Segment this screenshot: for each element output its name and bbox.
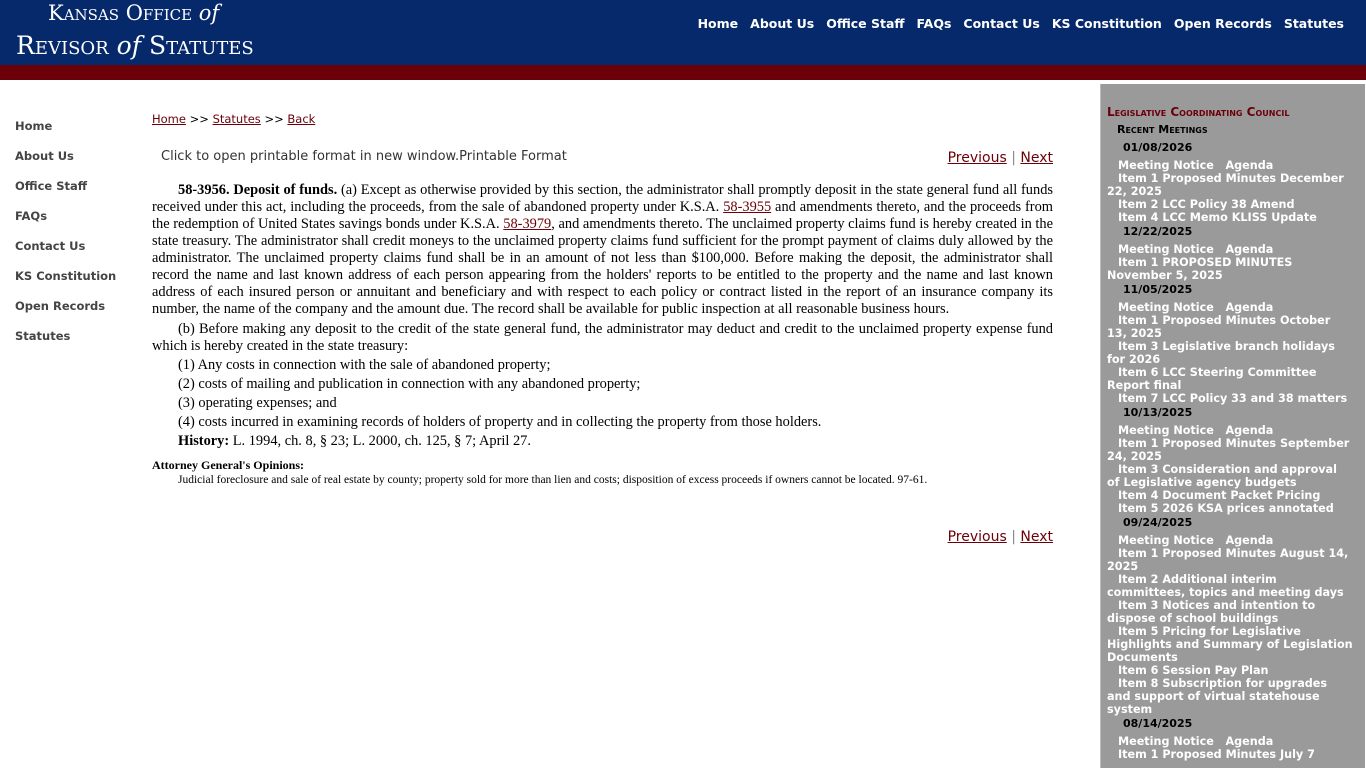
- spacer: [1214, 424, 1226, 437]
- meeting-item-link[interactable]: Item 3 Legislative branch holidays for 2026: [1107, 340, 1335, 366]
- meeting-block: [1107, 516, 1353, 716]
- statute-text: , and amendments thereto. The unclaimed property claims fund is hereby created in the state treasury. The administrator shall credit moneys to the unclaimed property claims fund sufficient for the prompt payment of claims duly allowed by the administrator. The unclaimed property claims fund shall be in an amount of not less than $100,000. Before making the deposit, the administrator shall record the name and last known address of each person appearing from the holders' reports to be entitled to the property and the name and last known address of each insured person or annuitant and beneficiary and with respect to each policy or contract listed in the report of an insurance company its number, the name of the company and the amount due. The record shall be available for public inspection at all reasonable business hours.: [152, 216, 1053, 317]
- left-navigation: [15, 118, 116, 358]
- statute-item: (1) Any costs in connection with the sale of abandoned property;: [178, 357, 551, 373]
- topnav-constitution-link[interactable]: KS Constitution: [1051, 16, 1162, 31]
- meeting-item-link[interactable]: Item 1 Proposed Minutes September 24, 2025: [1107, 437, 1350, 463]
- ag-opinions-text: Judicial foreclosure and sale of real estate by county; property sold for more than lien and costs; disposition of excess proceeds if owners cannot be located. 97-61.: [178, 474, 928, 486]
- meetings-list: [1107, 141, 1353, 762]
- statute-text: (a) Except as otherwise provided by this section, the administrator shall promptly deposit in the state general fund all funds received under this act, including the proceeds, from the sale of abandoned property under K.S.A.: [152, 182, 1053, 215]
- breadcrumb-separator: >>: [189, 112, 209, 126]
- next-link[interactable]: Next: [1020, 150, 1053, 166]
- meeting-block: [1107, 717, 1353, 761]
- meeting-date: 01/08/2026: [1123, 141, 1193, 154]
- recent-meetings-heading: Recent Meetings: [1117, 123, 1208, 136]
- statute-item: (2) costs of mailing and publication in connection with any abandoned property;: [178, 376, 641, 392]
- meeting-item-link[interactable]: Item 3 Consideration and approval of Legislative agency budgets: [1107, 463, 1337, 489]
- statute-paragraph-a: [152, 182, 1053, 318]
- meeting-block: [1107, 406, 1353, 515]
- leftnav-contact-link[interactable]: Contact Us: [15, 239, 86, 253]
- site-logo-line2[interactable]: [16, 31, 254, 60]
- meeting-notice-link[interactable]: Meeting Notice: [1118, 301, 1214, 314]
- meeting-item-link[interactable]: Item 2 Additional interim committees, topics and meeting days: [1107, 573, 1344, 599]
- topnav-staff-link[interactable]: Office Staff: [826, 16, 905, 31]
- statute-item: (3) operating expenses; and: [178, 395, 337, 411]
- spacer: [1214, 159, 1226, 172]
- breadcrumb-home-link[interactable]: Home: [152, 112, 186, 126]
- meeting-item-link[interactable]: Item 8 Subscription for upgrades and support of virtual statehouse system: [1107, 677, 1328, 716]
- topnav-statutes-link[interactable]: Statutes: [1283, 16, 1344, 31]
- lcc-sidebar: [1100, 84, 1365, 768]
- meeting-notice-row: [1107, 301, 1353, 314]
- printable-format-link[interactable]: [161, 149, 567, 164]
- meeting-agenda-link[interactable]: Agenda: [1225, 534, 1274, 547]
- topnav-about-link[interactable]: About Us: [750, 16, 815, 31]
- statute-paragraph-b: (b) Before making any deposit to the credit of the state general fund, the administrator may deduct and credit to the unclaimed property expense fund which is hereby created in the state treasury:: [152, 321, 1053, 354]
- meeting-item-link[interactable]: Item 4 Document Packet Pricing: [1118, 489, 1321, 502]
- statute-item: (4) costs incurred in examining records of holders of property and in collecting the property from those holders.: [178, 414, 822, 430]
- meeting-block: [1107, 225, 1353, 282]
- topnav-faqs-link[interactable]: FAQs: [916, 16, 952, 31]
- meeting-agenda-link[interactable]: Agenda: [1225, 243, 1274, 256]
- pager-top: [948, 150, 1053, 166]
- header-accent-band: [0, 65, 1366, 80]
- logo-text: Kansas Office: [48, 1, 199, 25]
- pager-separator: |: [1011, 529, 1016, 545]
- site-header: [0, 0, 1366, 65]
- meeting-item-link[interactable]: Item 6 LCC Steering Committee Report final: [1107, 366, 1317, 392]
- meeting-agenda-link[interactable]: Agenda: [1225, 301, 1274, 314]
- meeting-item-link[interactable]: Item 5 Pricing for Legislative Highlights and Summary of Legislation Documents: [1107, 625, 1353, 664]
- leftnav-faqs-link[interactable]: FAQs: [15, 209, 48, 223]
- top-navigation: [698, 16, 1344, 31]
- meeting-item-link[interactable]: Item 4 LCC Memo KLISS Update: [1118, 211, 1317, 224]
- leftnav-staff-link[interactable]: Office Staff: [15, 179, 88, 193]
- statute-text: and amendments thereto, and the proceeds from the redemption of United States savings bonds under K.S.A.: [152, 199, 1053, 232]
- logo-text: Revisor: [16, 31, 117, 60]
- pager-separator: |: [1011, 150, 1016, 166]
- meeting-notice-row: [1107, 243, 1353, 256]
- statute-link-58-3955[interactable]: 58-3955: [723, 199, 772, 215]
- history-label: History:: [178, 433, 230, 449]
- spacer: [1214, 301, 1226, 314]
- meeting-date: 12/22/2025: [1123, 225, 1193, 238]
- meeting-notice-row: [1107, 534, 1353, 547]
- meeting-date: 08/14/2025: [1123, 717, 1193, 730]
- meeting-notice-link[interactable]: Meeting Notice: [1118, 243, 1214, 256]
- leftnav-records-link[interactable]: Open Records: [15, 299, 106, 313]
- topnav-contact-link[interactable]: Contact Us: [963, 16, 1040, 31]
- meeting-notice-row: [1107, 424, 1353, 437]
- meeting-block: [1107, 141, 1353, 224]
- breadcrumb-back-link[interactable]: Back: [287, 112, 316, 126]
- previous-link[interactable]: Previous: [947, 150, 1007, 166]
- logo-text: Statutes: [148, 31, 254, 60]
- meeting-date: 09/24/2025: [1123, 516, 1193, 529]
- topnav-records-link[interactable]: Open Records: [1173, 16, 1272, 31]
- statute-body: [152, 182, 1053, 488]
- leftnav-home-link[interactable]: Home: [15, 119, 53, 133]
- spacer: [1214, 735, 1226, 748]
- meeting-item-link[interactable]: Item 1 Proposed Minutes July 7: [1118, 748, 1315, 761]
- leftnav-constitution-link[interactable]: KS Constitution: [15, 269, 117, 283]
- sidebar-title: Legislative Coordinating Council: [1107, 105, 1290, 119]
- breadcrumb-statutes-link[interactable]: Statutes: [212, 112, 261, 126]
- meeting-date: 11/05/2025: [1123, 283, 1193, 296]
- meeting-agenda-link[interactable]: Agenda: [1225, 735, 1274, 748]
- leftnav-statutes-link[interactable]: Statutes: [15, 329, 71, 343]
- ag-opinions-title: Attorney General's Opinions:: [152, 458, 304, 472]
- spacer: [1214, 534, 1226, 547]
- meeting-notice-link[interactable]: Meeting Notice: [1118, 424, 1214, 437]
- topnav-home-link[interactable]: Home: [697, 16, 739, 31]
- next-link[interactable]: Next: [1020, 529, 1053, 545]
- meeting-block: [1107, 283, 1353, 405]
- meeting-item-link[interactable]: Item 5 2026 KSA prices annotated: [1118, 502, 1334, 515]
- meeting-item-link[interactable]: Item 3 Notices and intention to dispose of school buildings: [1107, 599, 1316, 625]
- meeting-agenda-link[interactable]: Agenda: [1225, 159, 1274, 172]
- meeting-notice-row: [1107, 735, 1353, 748]
- logo-text: of: [198, 1, 220, 25]
- meeting-notice-row: [1107, 159, 1353, 172]
- statute-number: 58-3956.: [178, 182, 230, 198]
- meeting-item-link[interactable]: Item 1 Proposed Minutes August 14, 2025: [1107, 547, 1349, 573]
- pager-bottom: [948, 529, 1053, 545]
- spacer: [1214, 243, 1226, 256]
- meeting-item-link[interactable]: Item 6 Session Pay Plan: [1118, 664, 1269, 677]
- printable-image-alt: Click to open printable format in new window.: [161, 149, 460, 164]
- leftnav-about-link[interactable]: About Us: [15, 149, 74, 163]
- site-logo-line1[interactable]: [48, 1, 219, 25]
- logo-text: of: [116, 31, 149, 60]
- meeting-item-link[interactable]: Item 1 Proposed Minutes December 22, 2025: [1107, 172, 1344, 198]
- previous-link[interactable]: Previous: [947, 529, 1007, 545]
- meeting-item-link[interactable]: Item 1 PROPOSED MINUTES November 5, 2025: [1107, 256, 1293, 282]
- meeting-date: 10/13/2025: [1123, 406, 1193, 419]
- meeting-item-link[interactable]: Item 2 LCC Policy 38 Amend: [1118, 198, 1295, 211]
- printable-label: Printable Format: [459, 149, 567, 164]
- breadcrumb: [152, 112, 315, 126]
- statute-history: [152, 433, 1053, 450]
- meeting-notice-link[interactable]: Meeting Notice: [1118, 534, 1214, 547]
- statute-title: Deposit of funds.: [233, 182, 338, 198]
- statute-link-58-3979[interactable]: 58-3979: [503, 216, 552, 232]
- history-text: L. 1994, ch. 8, § 23; L. 2000, ch. 125, § 7; April 27.: [229, 433, 531, 449]
- meeting-notice-link[interactable]: Meeting Notice: [1118, 735, 1214, 748]
- breadcrumb-separator: >>: [264, 112, 284, 126]
- attorney-general-opinions: [152, 458, 1053, 488]
- meeting-item-link[interactable]: Item 1 Proposed Minutes October 13, 2025: [1107, 314, 1331, 340]
- meeting-item-link[interactable]: Item 7 LCC Policy 33 and 38 matters: [1118, 392, 1348, 405]
- meeting-agenda-link[interactable]: Agenda: [1225, 424, 1274, 437]
- meeting-notice-link[interactable]: Meeting Notice: [1118, 159, 1214, 172]
